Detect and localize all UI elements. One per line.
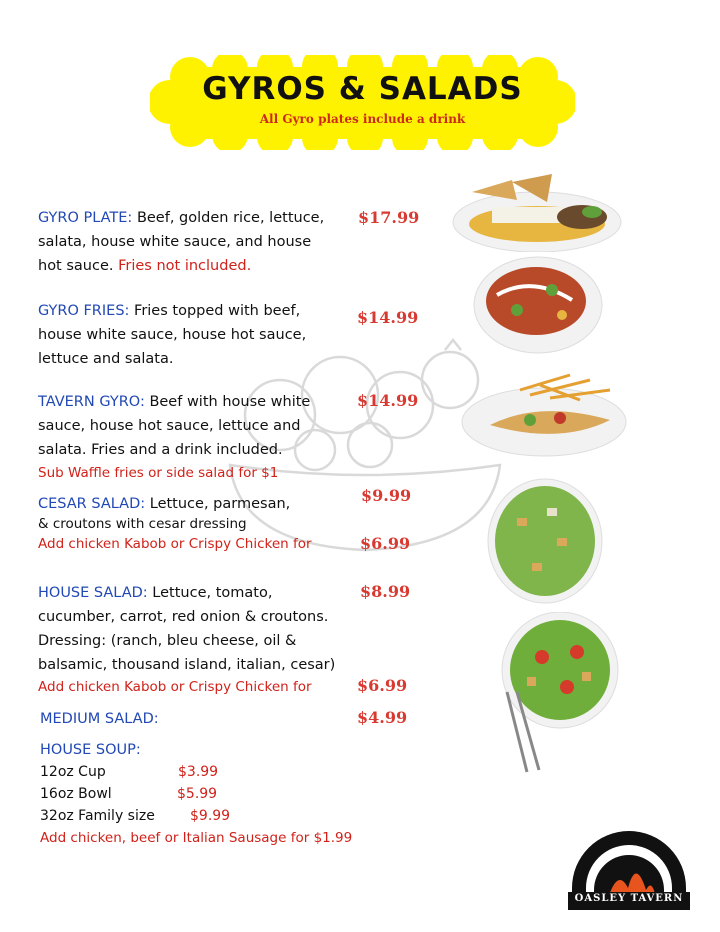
gyro-fries-line1: GYRO FRIES: Fries topped with beef, xyxy=(38,303,301,319)
medium-salad-name: MEDIUM SALAD: xyxy=(40,711,159,727)
page-subtitle: All Gyro plates include a drink xyxy=(259,112,466,126)
gyro-plate-photo-icon xyxy=(452,172,622,252)
gyro-plate-price: $17.99 xyxy=(358,208,420,227)
cesar-salad-addon-price: $6.99 xyxy=(360,534,411,553)
soup-size-label: 12oz Cup xyxy=(40,764,106,780)
tavern-gyro-note: Sub Waffle fries or side salad for $1 xyxy=(38,465,279,481)
gyro-fries-line2: house white sauce, house hot sauce, xyxy=(38,327,307,343)
soup-size-price: $3.99 xyxy=(178,764,219,780)
tavern-gyro-name: TAVERN GYRO: xyxy=(38,394,145,410)
gyro-plate-note: Fries not included. xyxy=(118,258,252,274)
house-salad-price: $8.99 xyxy=(360,582,411,601)
house-soup-name: HOUSE SOUP: xyxy=(40,742,141,758)
house-salad-addon-price: $6.99 xyxy=(357,676,408,695)
tavern-gyro-price: $14.99 xyxy=(357,391,419,410)
tavern-gyro-line1: TAVERN GYRO: Beef with house white xyxy=(38,394,311,410)
cesar-salad-price: $9.99 xyxy=(361,486,412,505)
gyro-plate-line3: hot sauce. Fries not included. xyxy=(38,258,252,274)
soup-size-price: $9.99 xyxy=(190,808,231,824)
logo-text: OASLEY TAVERN xyxy=(574,893,684,904)
cesar-salad-line2: & croutons with cesar dressing xyxy=(38,516,247,532)
house-soup-addon: Add chicken, beef or Italian Sausage for $1.99 xyxy=(40,830,353,846)
header-banner xyxy=(150,55,575,150)
house-salad-line4: balsamic, thousand island, italian, cesar) xyxy=(38,657,336,673)
house-salad-addon: Add chicken Kabob or Crispy Chicken for xyxy=(38,679,312,695)
medium-salad-price: $4.99 xyxy=(357,708,408,727)
gyro-plate-line1: GYRO PLATE: Beef, golden rice, lettuce, xyxy=(38,210,325,226)
gyro-fries-name: GYRO FRIES: xyxy=(38,303,130,319)
tavern-gyro-line3: salata. Fries and a drink included. xyxy=(38,442,283,458)
house-salad-line3: Dressing: (ranch, bleu cheese, oil & xyxy=(38,633,297,649)
cesar-salad-addon: Add chicken Kabob or Crispy Chicken for xyxy=(38,536,312,552)
cesar-salad-line1: CESAR SALAD: Lettuce, parmesan, xyxy=(38,496,291,512)
page-title: GYROS & SALADS xyxy=(202,71,523,107)
soup-size-label: 32oz Family size xyxy=(40,808,155,824)
gyro-fries-photo-icon xyxy=(472,255,604,355)
soup-size-label: 16oz Bowl xyxy=(40,786,112,802)
house-salad-line2: cucumber, carrot, red onion & croutons. xyxy=(38,609,329,625)
house-salad-photo-icon xyxy=(497,612,623,778)
gyro-fries-line3: lettuce and salata. xyxy=(38,351,174,367)
house-salad-line1: HOUSE SALAD: Lettuce, tomato, xyxy=(38,585,273,601)
house-salad-name: HOUSE SALAD: xyxy=(38,585,148,601)
tavern-gyro-line2: sauce, house hot sauce, lettuce and xyxy=(38,418,301,434)
gyro-fries-price: $14.99 xyxy=(357,308,419,327)
tavern-gyro-photo-icon xyxy=(460,370,628,460)
cesar-salad-name: CESAR SALAD: xyxy=(38,496,146,512)
cesar-salad-photo-icon xyxy=(487,478,603,604)
soup-size-price: $5.99 xyxy=(177,786,218,802)
gyro-plate-line2: salata, house white sauce, and house xyxy=(38,234,312,250)
gyro-plate-name: GYRO PLATE: xyxy=(38,210,133,226)
